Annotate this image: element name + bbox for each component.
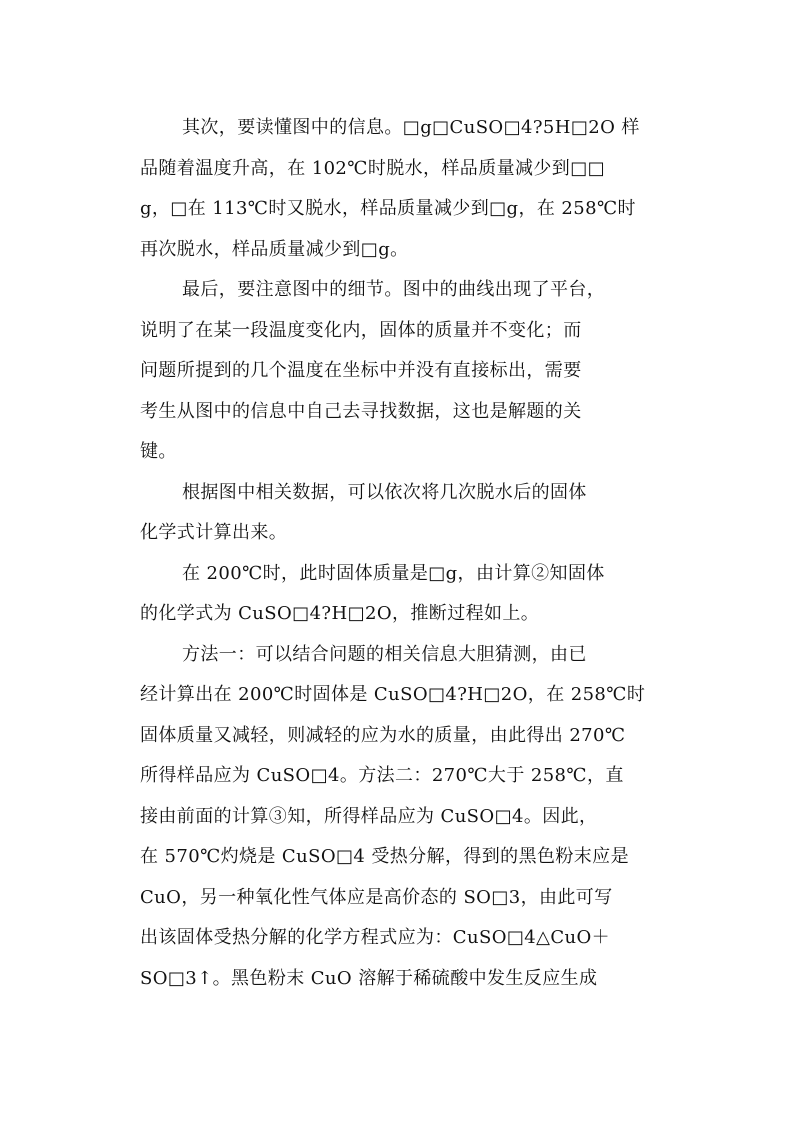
paragraph-line: 其次，要读懂图中的信息。□g□CuSO□4?5H□2O 样 [182,117,640,138]
paragraph-line: g，□在 113℃时又脱水，样品质量减少到□g，在 258℃时 [140,198,636,219]
paragraph-line: 键。 [140,441,177,462]
paragraph-line: 说明了在某一段温度变化内，固体的质量并不变化；而 [140,319,582,341]
paragraph-line: 再次脱水，样品质量减少到□g。 [140,238,409,260]
paragraph-line: CuO，另一种氧化性气体应是高价态的 SO□3，由此可写 [140,886,613,908]
paragraph-line: 化学式计算出来。 [140,522,288,543]
paragraph-line: 品随着温度升高，在 102℃时脱水，样品质量减少到□□ [140,157,606,179]
paragraph-line: 最后，要注意图中的细节。图中的曲线出现了平台， [182,279,606,300]
paragraph-line: 问题所提到的几个温度在坐标中并没有直接标出，需要 [140,360,582,381]
paragraph-line: 在 200℃时，此时固体质量是□g，由计算②知固体 [182,562,605,584]
paragraph-line: 出该固体受热分解的化学方程式应为：CuSO□4△CuO＋ [140,927,611,948]
paragraph-line: 考生从图中的信息中自己去寻找数据，这也是解题的关 [140,400,582,422]
paragraph-line: 固体质量又减轻，则减轻的应为水的质量，由此得出 270℃ [140,724,626,746]
paragraph-line: 所得样品应为 CuSO□4。方法二：270℃大于 258℃，直 [140,765,624,786]
paragraph-line: 的化学式为 CuSO□4?H□2O，推断过程如上。 [140,603,540,624]
paragraph-line: 接由前面的计算③知，所得样品应为 CuSO□4。因此， [140,805,598,827]
paragraph-line: 经计算出在 200℃时固体是 CuSO□4?H□2O，在 258℃时 [140,684,646,705]
document-body [140,108,660,999]
paragraph-line: 在 570℃灼烧是 CuSO□4 受热分解，得到的黑色粉末应是 [140,846,629,867]
paragraph-line: SO□3↑。黑色粉末 CuO 溶解于稀硫酸中发生反应生成 [140,967,598,989]
paragraph-line: 方法一：可以结合问题的相关信息大胆猜测，由已 [182,643,587,665]
paragraph-line: 根据图中相关数据，可以依次将几次脱水后的固体 [182,481,587,503]
